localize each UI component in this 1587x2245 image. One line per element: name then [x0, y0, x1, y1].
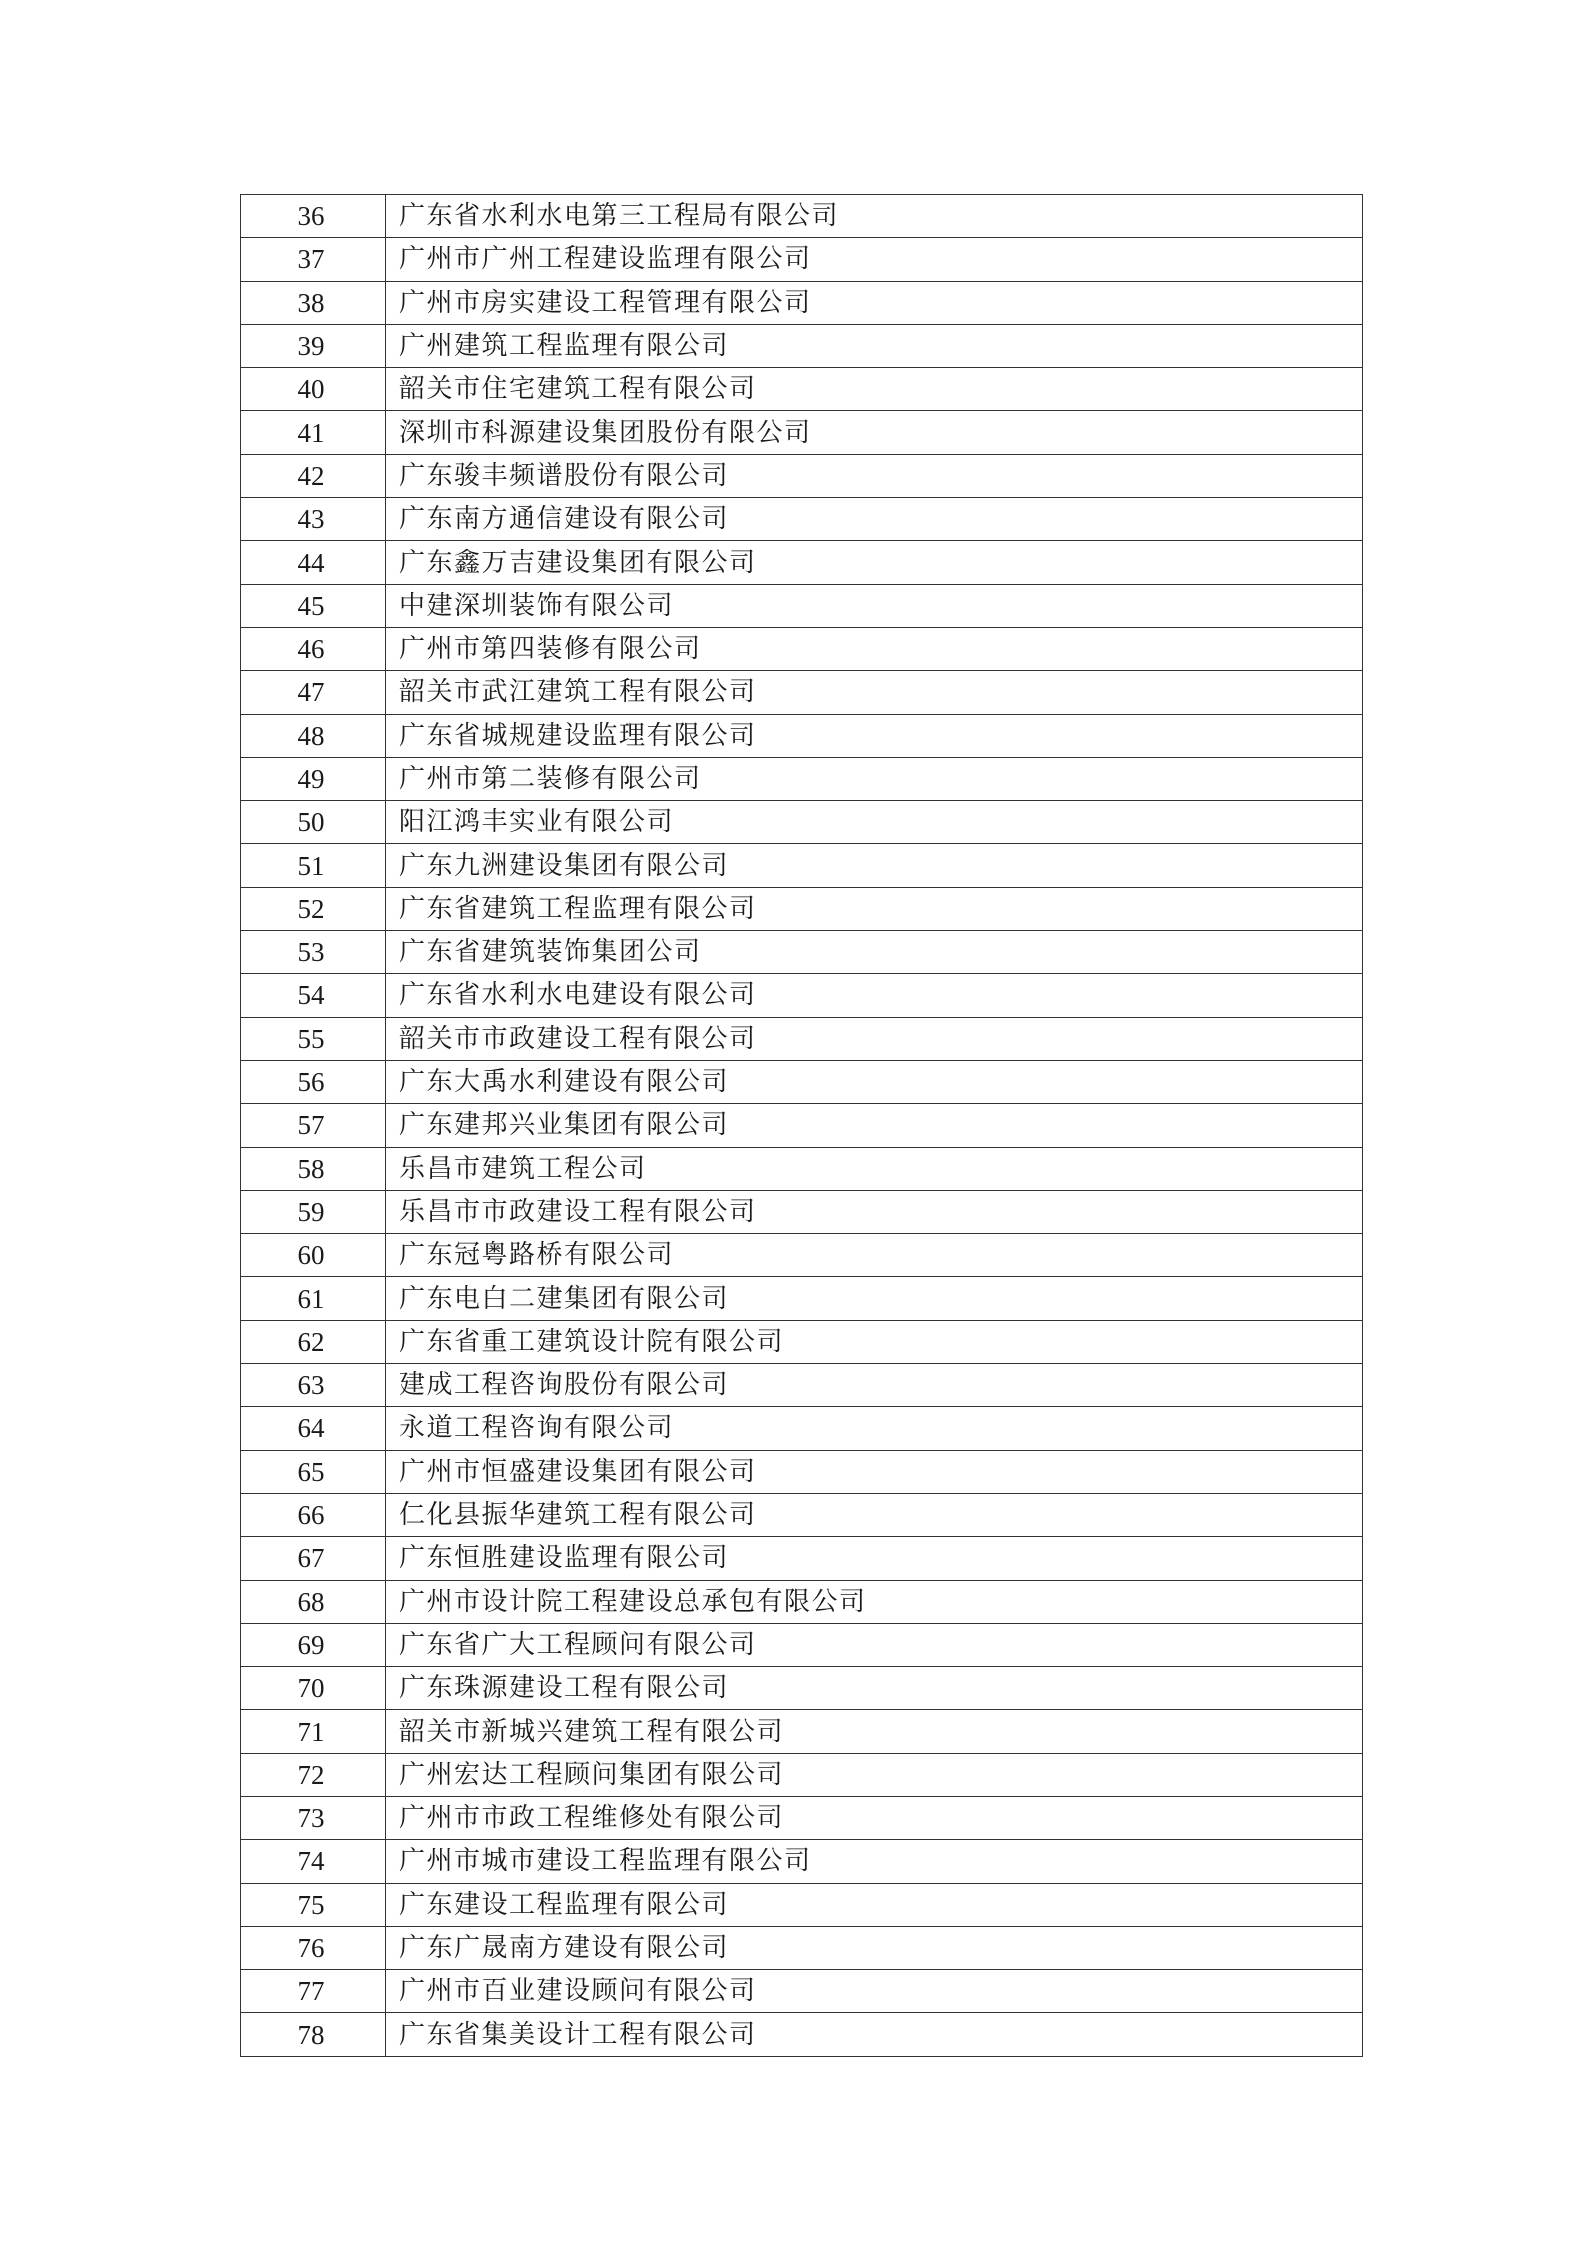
row-number-cell: 56	[241, 1060, 386, 1103]
table-row	[241, 1710, 1363, 1753]
company-name-cell: 韶关市新城兴建筑工程有限公司	[386, 1710, 1363, 1753]
row-number-cell: 45	[241, 584, 386, 627]
table-row	[241, 844, 1363, 887]
company-name-cell: 阳江鸿丰实业有限公司	[386, 801, 1363, 844]
row-number-cell: 52	[241, 887, 386, 930]
company-name-cell: 广州建筑工程监理有限公司	[386, 324, 1363, 367]
company-name-cell: 广州市城市建设工程监理有限公司	[386, 1840, 1363, 1883]
row-number-cell: 76	[241, 1926, 386, 1969]
table-row	[241, 1840, 1363, 1883]
company-list-body	[241, 195, 1363, 2057]
row-number-cell: 60	[241, 1234, 386, 1277]
row-number-cell: 47	[241, 671, 386, 714]
row-number-cell: 51	[241, 844, 386, 887]
table-row	[241, 1450, 1363, 1493]
table-row	[241, 1623, 1363, 1666]
table-row	[241, 1753, 1363, 1796]
company-name-cell: 广州市第二装修有限公司	[386, 757, 1363, 800]
table-row	[241, 1926, 1363, 1969]
table-row	[241, 671, 1363, 714]
company-name-cell: 广东鑫万吉建设集团有限公司	[386, 541, 1363, 584]
company-name-cell: 广东大禹水利建设有限公司	[386, 1060, 1363, 1103]
company-name-cell: 广东省集美设计工程有限公司	[386, 2013, 1363, 2056]
table-row	[241, 974, 1363, 1017]
table-row	[241, 454, 1363, 497]
row-number-cell: 54	[241, 974, 386, 1017]
company-name-cell: 广东电白二建集团有限公司	[386, 1277, 1363, 1320]
company-name-cell: 广东广晟南方建设有限公司	[386, 1926, 1363, 1969]
company-name-cell: 广东省水利水电第三工程局有限公司	[386, 195, 1363, 238]
row-number-cell: 42	[241, 454, 386, 497]
table-row	[241, 1320, 1363, 1363]
row-number-cell: 39	[241, 324, 386, 367]
row-number-cell: 58	[241, 1147, 386, 1190]
table-row	[241, 238, 1363, 281]
table-row	[241, 1147, 1363, 1190]
row-number-cell: 36	[241, 195, 386, 238]
row-number-cell: 40	[241, 368, 386, 411]
row-number-cell: 38	[241, 281, 386, 324]
company-name-cell: 韶关市武江建筑工程有限公司	[386, 671, 1363, 714]
row-number-cell: 43	[241, 498, 386, 541]
table-row	[241, 498, 1363, 541]
company-name-cell: 广州市百业建设顾问有限公司	[386, 1970, 1363, 2013]
company-name-cell: 广东省水利水电建设有限公司	[386, 974, 1363, 1017]
company-name-cell: 韶关市住宅建筑工程有限公司	[386, 368, 1363, 411]
table-row	[241, 1667, 1363, 1710]
row-number-cell: 70	[241, 1667, 386, 1710]
row-number-cell: 75	[241, 1883, 386, 1926]
row-number-cell: 66	[241, 1493, 386, 1536]
table-row	[241, 2013, 1363, 2056]
company-name-cell: 广州宏达工程顾问集团有限公司	[386, 1753, 1363, 1796]
table-row	[241, 1277, 1363, 1320]
row-number-cell: 78	[241, 2013, 386, 2056]
table-row	[241, 1970, 1363, 2013]
company-list-table	[240, 194, 1363, 2057]
row-number-cell: 44	[241, 541, 386, 584]
company-name-cell: 建成工程咨询股份有限公司	[386, 1364, 1363, 1407]
row-number-cell: 49	[241, 757, 386, 800]
company-name-cell: 乐昌市市政建设工程有限公司	[386, 1190, 1363, 1233]
table-row	[241, 887, 1363, 930]
row-number-cell: 62	[241, 1320, 386, 1363]
company-name-cell: 广州市房实建设工程管理有限公司	[386, 281, 1363, 324]
row-number-cell: 59	[241, 1190, 386, 1233]
company-name-cell: 永道工程咨询有限公司	[386, 1407, 1363, 1450]
row-number-cell: 63	[241, 1364, 386, 1407]
row-number-cell: 61	[241, 1277, 386, 1320]
row-number-cell: 71	[241, 1710, 386, 1753]
table-row	[241, 1104, 1363, 1147]
company-name-cell: 广东南方通信建设有限公司	[386, 498, 1363, 541]
table-row	[241, 584, 1363, 627]
table-row	[241, 1580, 1363, 1623]
company-name-cell: 韶关市市政建设工程有限公司	[386, 1017, 1363, 1060]
company-name-cell: 广东省建筑工程监理有限公司	[386, 887, 1363, 930]
row-number-cell: 73	[241, 1796, 386, 1839]
row-number-cell: 65	[241, 1450, 386, 1493]
row-number-cell: 50	[241, 801, 386, 844]
table-row	[241, 324, 1363, 367]
row-number-cell: 77	[241, 1970, 386, 2013]
company-name-cell: 深圳市科源建设集团股份有限公司	[386, 411, 1363, 454]
table-row	[241, 931, 1363, 974]
table-row	[241, 801, 1363, 844]
company-name-cell: 仁化县振华建筑工程有限公司	[386, 1493, 1363, 1536]
table-row	[241, 1017, 1363, 1060]
row-number-cell: 64	[241, 1407, 386, 1450]
company-name-cell: 广东珠源建设工程有限公司	[386, 1667, 1363, 1710]
table-row	[241, 1364, 1363, 1407]
company-name-cell: 广东冠粤路桥有限公司	[386, 1234, 1363, 1277]
company-name-cell: 广东省建筑装饰集团公司	[386, 931, 1363, 974]
table-row	[241, 1883, 1363, 1926]
table-row	[241, 627, 1363, 670]
table-row	[241, 368, 1363, 411]
table-row	[241, 1493, 1363, 1536]
table-row	[241, 1234, 1363, 1277]
table-row	[241, 1060, 1363, 1103]
company-name-cell: 广东省广大工程顾问有限公司	[386, 1623, 1363, 1666]
row-number-cell: 67	[241, 1537, 386, 1580]
company-name-cell: 广州市市政工程维修处有限公司	[386, 1796, 1363, 1839]
company-name-cell: 乐昌市建筑工程公司	[386, 1147, 1363, 1190]
row-number-cell: 69	[241, 1623, 386, 1666]
table-row	[241, 1190, 1363, 1233]
company-name-cell: 广东骏丰频谱股份有限公司	[386, 454, 1363, 497]
table-row	[241, 411, 1363, 454]
company-name-cell: 广东恒胜建设监理有限公司	[386, 1537, 1363, 1580]
row-number-cell: 41	[241, 411, 386, 454]
company-name-cell: 广东省重工建筑设计院有限公司	[386, 1320, 1363, 1363]
row-number-cell: 53	[241, 931, 386, 974]
company-name-cell: 广州市广州工程建设监理有限公司	[386, 238, 1363, 281]
table-row	[241, 281, 1363, 324]
row-number-cell: 55	[241, 1017, 386, 1060]
company-name-cell: 广州市第四装修有限公司	[386, 627, 1363, 670]
company-name-cell: 广东九洲建设集团有限公司	[386, 844, 1363, 887]
row-number-cell: 57	[241, 1104, 386, 1147]
company-name-cell: 广州市恒盛建设集团有限公司	[386, 1450, 1363, 1493]
table-row	[241, 195, 1363, 238]
table-row	[241, 757, 1363, 800]
row-number-cell: 46	[241, 627, 386, 670]
table-row	[241, 541, 1363, 584]
row-number-cell: 48	[241, 714, 386, 757]
company-name-cell: 中建深圳装饰有限公司	[386, 584, 1363, 627]
table-row	[241, 1537, 1363, 1580]
row-number-cell: 74	[241, 1840, 386, 1883]
row-number-cell: 72	[241, 1753, 386, 1796]
row-number-cell: 37	[241, 238, 386, 281]
table-row	[241, 1407, 1363, 1450]
company-name-cell: 广州市设计院工程建设总承包有限公司	[386, 1580, 1363, 1623]
company-name-cell: 广东省城规建设监理有限公司	[386, 714, 1363, 757]
table-row	[241, 1796, 1363, 1839]
company-name-cell: 广东建邦兴业集团有限公司	[386, 1104, 1363, 1147]
table-row	[241, 714, 1363, 757]
company-name-cell: 广东建设工程监理有限公司	[386, 1883, 1363, 1926]
row-number-cell: 68	[241, 1580, 386, 1623]
